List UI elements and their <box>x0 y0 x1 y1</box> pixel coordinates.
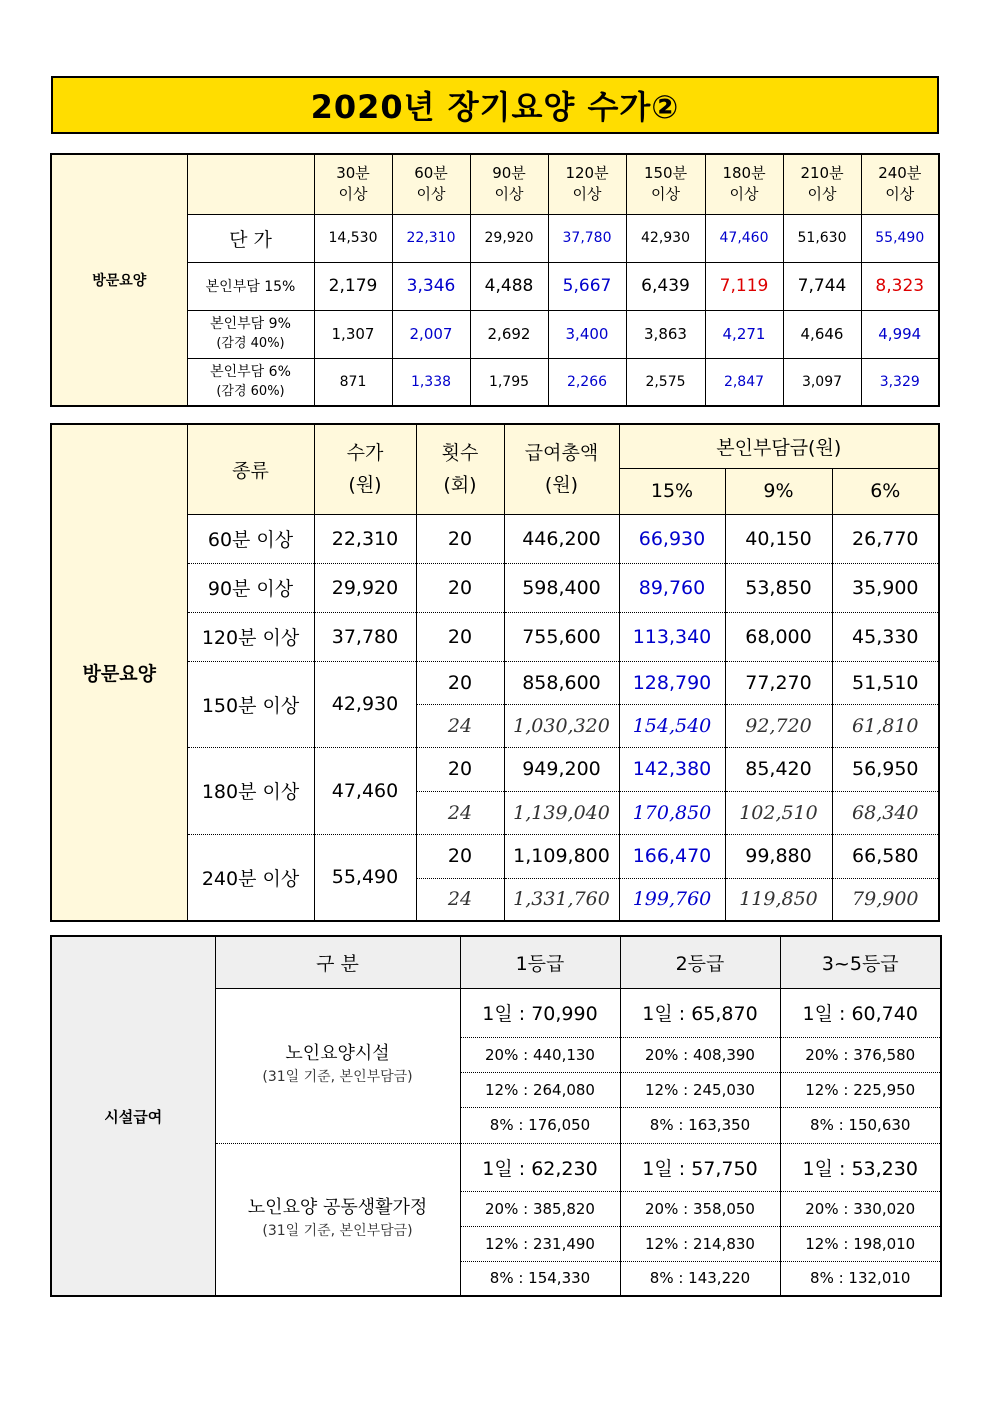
table-cell: 1일 : 65,870 <box>620 988 780 1037</box>
cell-text: (원) <box>348 474 382 497</box>
table-cell: 90분 이상 <box>187 563 314 612</box>
table-cell: 4,488 <box>470 262 548 310</box>
table-cell: 199,760 <box>619 878 725 921</box>
cell-text: (원) <box>544 474 579 497</box>
table-cell: 20 <box>416 661 504 704</box>
cell-text: 이상 <box>651 185 680 204</box>
table-cell: 4,994 <box>861 310 939 358</box>
table-cell: 3,863 <box>626 310 705 358</box>
facility-side-label: 시설급여 <box>51 936 215 1296</box>
table-cell: 7,744 <box>783 262 861 310</box>
col-fee <box>314 424 416 514</box>
table-cell: 12% : 264,080 <box>460 1072 620 1107</box>
table-cell: 99,880 <box>725 834 832 878</box>
cell-text: 급여총액 <box>524 442 599 465</box>
table-cell: 858,600 <box>504 661 619 704</box>
table-cell: 85,420 <box>725 747 832 791</box>
table-cell: 37,780 <box>314 612 416 661</box>
table-cell: 51,510 <box>832 661 939 704</box>
header-150 <box>626 154 705 214</box>
page-title: 2020년 장기요양 수가② <box>51 76 939 134</box>
table-row <box>51 936 941 988</box>
col-p9: 9% <box>725 468 832 514</box>
cell-text: 노인요양시설 <box>285 1043 390 1064</box>
cell-text: 210분 <box>800 164 844 183</box>
table-cell: 446,200 <box>504 514 619 563</box>
table-cell: 949,200 <box>504 747 619 791</box>
table-cell: 1일 : 62,230 <box>460 1143 620 1191</box>
table-cell: 2,847 <box>705 358 783 406</box>
table-cell: 2,575 <box>626 358 705 406</box>
table-cell: 5,667 <box>548 262 626 310</box>
table-cell: 113,340 <box>619 612 725 661</box>
table-cell: 20% : 440,130 <box>460 1037 620 1072</box>
cell-text: 노인요양 공동생활가정 <box>247 1196 428 1218</box>
table-cell: 20% : 376,580 <box>780 1037 941 1072</box>
table-cell: 755,600 <box>504 612 619 661</box>
table-cell: 1,030,320 <box>504 704 619 747</box>
visit-fee-table <box>50 153 940 407</box>
table-cell: 150분 이상 <box>187 661 314 747</box>
header-180 <box>705 154 783 214</box>
table-cell: 1,338 <box>392 358 470 406</box>
table-cell: 55,490 <box>314 834 416 921</box>
table-cell: 20% : 385,820 <box>460 1191 620 1226</box>
table-cell: 47,460 <box>705 214 783 262</box>
table-cell: 20% : 330,020 <box>780 1191 941 1226</box>
cell-text: 60분 <box>414 164 448 183</box>
cell-text: 150분 <box>643 164 688 183</box>
table-cell: 871 <box>314 358 392 406</box>
table-cell: 8% : 143,220 <box>620 1261 780 1296</box>
table-cell: 142,380 <box>619 747 725 791</box>
cell-text: (31일 기준, 본인부담금) <box>262 1069 413 1085</box>
col-count <box>416 424 504 514</box>
table-cell: 120분 이상 <box>187 612 314 661</box>
cell-text: (감경 40%) <box>216 336 285 351</box>
table-cell <box>187 358 314 406</box>
table-cell: 24 <box>416 791 504 834</box>
table-cell: 12% : 198,010 <box>780 1226 941 1261</box>
table-cell: 3,329 <box>861 358 939 406</box>
table-cell: 8% : 132,010 <box>780 1261 941 1296</box>
header-90 <box>470 154 548 214</box>
visit-monthly-side-label: 방문요양 <box>51 424 187 921</box>
table-cell: 8% : 150,630 <box>780 1107 941 1143</box>
table-cell: 1일 : 53,230 <box>780 1143 941 1191</box>
table-cell: 8% : 154,330 <box>460 1261 620 1296</box>
table-cell: 단 가 <box>187 214 314 262</box>
table-cell: 20 <box>416 612 504 661</box>
table-cell: 1일 : 70,990 <box>460 988 620 1037</box>
header-240 <box>861 154 939 214</box>
cell-text: 이상 <box>494 185 524 204</box>
table-cell: 154,540 <box>619 704 725 747</box>
table-cell: 2,692 <box>470 310 548 358</box>
table-cell: 6,439 <box>626 262 705 310</box>
facility-col-g1: 1등급 <box>460 936 620 988</box>
cell-text: 본인부담 9% <box>210 316 291 332</box>
table-cell: 22,310 <box>392 214 470 262</box>
table-cell: 1,795 <box>470 358 548 406</box>
table-cell: 1,331,760 <box>504 878 619 921</box>
table-cell: 53,850 <box>725 563 832 612</box>
table-cell: 3,400 <box>548 310 626 358</box>
col-p6: 6% <box>832 468 939 514</box>
table-cell: 47,460 <box>314 747 416 834</box>
cell-text: 이상 <box>572 185 602 204</box>
table-row <box>51 154 939 214</box>
table-cell: 42,930 <box>314 661 416 747</box>
header-30 <box>314 154 392 214</box>
table-cell: 68,000 <box>725 612 832 661</box>
table-cell: 51,630 <box>783 214 861 262</box>
table-cell: 20 <box>416 563 504 612</box>
table-cell: 20 <box>416 514 504 563</box>
table-cell: 42,930 <box>626 214 705 262</box>
table-cell: 3,097 <box>783 358 861 406</box>
table-cell: 12% : 225,950 <box>780 1072 941 1107</box>
table-cell: 26,770 <box>832 514 939 563</box>
table-cell: 1일 : 57,750 <box>620 1143 780 1191</box>
table-cell: 12% : 214,830 <box>620 1226 780 1261</box>
table-cell: 20 <box>416 747 504 791</box>
table-cell: 3,346 <box>392 262 470 310</box>
table-cell: 29,920 <box>314 563 416 612</box>
table-cell: 1,139,040 <box>504 791 619 834</box>
table-cell: 20 <box>416 834 504 878</box>
col-total <box>504 424 619 514</box>
table-cell: 56,950 <box>832 747 939 791</box>
facility-col-g2: 2등급 <box>620 936 780 988</box>
table-cell: 7,119 <box>705 262 783 310</box>
header-210 <box>783 154 861 214</box>
table-cell: 45,330 <box>832 612 939 661</box>
table-cell: 1,109,800 <box>504 834 619 878</box>
table-cell: 598,400 <box>504 563 619 612</box>
cell-text: 이상 <box>807 185 837 204</box>
table-cell: 89,760 <box>619 563 725 612</box>
cell-text: (회) <box>443 474 477 497</box>
table-cell: 180분 이상 <box>187 747 314 834</box>
col-kind: 종류 <box>187 424 314 514</box>
table-cell: 170,850 <box>619 791 725 834</box>
table-cell: 102,510 <box>725 791 832 834</box>
table-cell: 60분 이상 <box>187 514 314 563</box>
header-120 <box>548 154 626 214</box>
table-cell: 1,307 <box>314 310 392 358</box>
table-cell: 68,340 <box>832 791 939 834</box>
visit-fee-side-label: 방문요양 <box>51 154 187 406</box>
table-cell: 37,780 <box>548 214 626 262</box>
table-cell: 8% : 176,050 <box>460 1107 620 1143</box>
table-cell: 14,530 <box>314 214 392 262</box>
cell-text: (감경 60%) <box>216 383 285 399</box>
cell-text: 수가 <box>346 442 384 465</box>
facility-table <box>50 935 942 1297</box>
cell-text: 180분 <box>722 164 766 183</box>
facility-group-name <box>215 988 460 1143</box>
cell-text: 이상 <box>338 185 368 204</box>
table-cell: 2,007 <box>392 310 470 358</box>
table-cell: 66,930 <box>619 514 725 563</box>
table-cell: 55,490 <box>861 214 939 262</box>
col-p15: 15% <box>619 468 725 514</box>
table-cell: 119,850 <box>725 878 832 921</box>
table-cell: 66,580 <box>832 834 939 878</box>
visit-fee-corner <box>187 154 314 214</box>
table-cell: 2,179 <box>314 262 392 310</box>
visit-monthly-table <box>50 423 940 922</box>
table-cell: 35,900 <box>832 563 939 612</box>
header-60 <box>392 154 470 214</box>
cell-text: 120분 <box>565 164 609 183</box>
table-cell: 128,790 <box>619 661 725 704</box>
table-cell: 20% : 358,050 <box>620 1191 780 1226</box>
table-cell: 166,470 <box>619 834 725 878</box>
facility-group-name <box>215 1143 460 1296</box>
cell-text: 이상 <box>729 185 759 204</box>
table-cell: 29,920 <box>470 214 548 262</box>
table-cell <box>187 310 314 358</box>
table-cell: 92,720 <box>725 704 832 747</box>
cell-text: 이상 <box>416 185 446 204</box>
table-cell: 20% : 408,390 <box>620 1037 780 1072</box>
table-cell: 2,266 <box>548 358 626 406</box>
table-cell: 8,323 <box>861 262 939 310</box>
facility-col-g3: 3~5등급 <box>780 936 941 988</box>
table-cell: 24 <box>416 878 504 921</box>
cell-text: 90분 <box>492 164 526 183</box>
table-cell: 40,150 <box>725 514 832 563</box>
col-copay: 본인부담금(원) <box>619 424 939 468</box>
cell-text: 240분 <box>878 164 922 183</box>
table-cell: 77,270 <box>725 661 832 704</box>
table-cell: 12% : 231,490 <box>460 1226 620 1261</box>
table-row <box>51 424 939 468</box>
table-cell: 22,310 <box>314 514 416 563</box>
cell-text: 횟수 <box>441 442 479 465</box>
table-cell: 61,810 <box>832 704 939 747</box>
table-cell: 24 <box>416 704 504 747</box>
facility-col-kind: 구 분 <box>215 936 460 988</box>
table-cell: 8% : 163,350 <box>620 1107 780 1143</box>
cell-text: (31일 기준, 본인부담금) <box>262 1222 413 1239</box>
table-cell: 4,646 <box>783 310 861 358</box>
table-cell: 1일 : 60,740 <box>780 988 941 1037</box>
table-cell: 본인부담 15% <box>187 262 314 310</box>
cell-text: 본인부담 6% <box>210 363 291 380</box>
table-cell: 4,271 <box>705 310 783 358</box>
cell-text: 30분 <box>336 164 370 183</box>
table-cell: 240분 이상 <box>187 834 314 921</box>
table-cell: 79,900 <box>832 878 939 921</box>
table-cell: 12% : 245,030 <box>620 1072 780 1107</box>
cell-text: 이상 <box>885 185 915 204</box>
